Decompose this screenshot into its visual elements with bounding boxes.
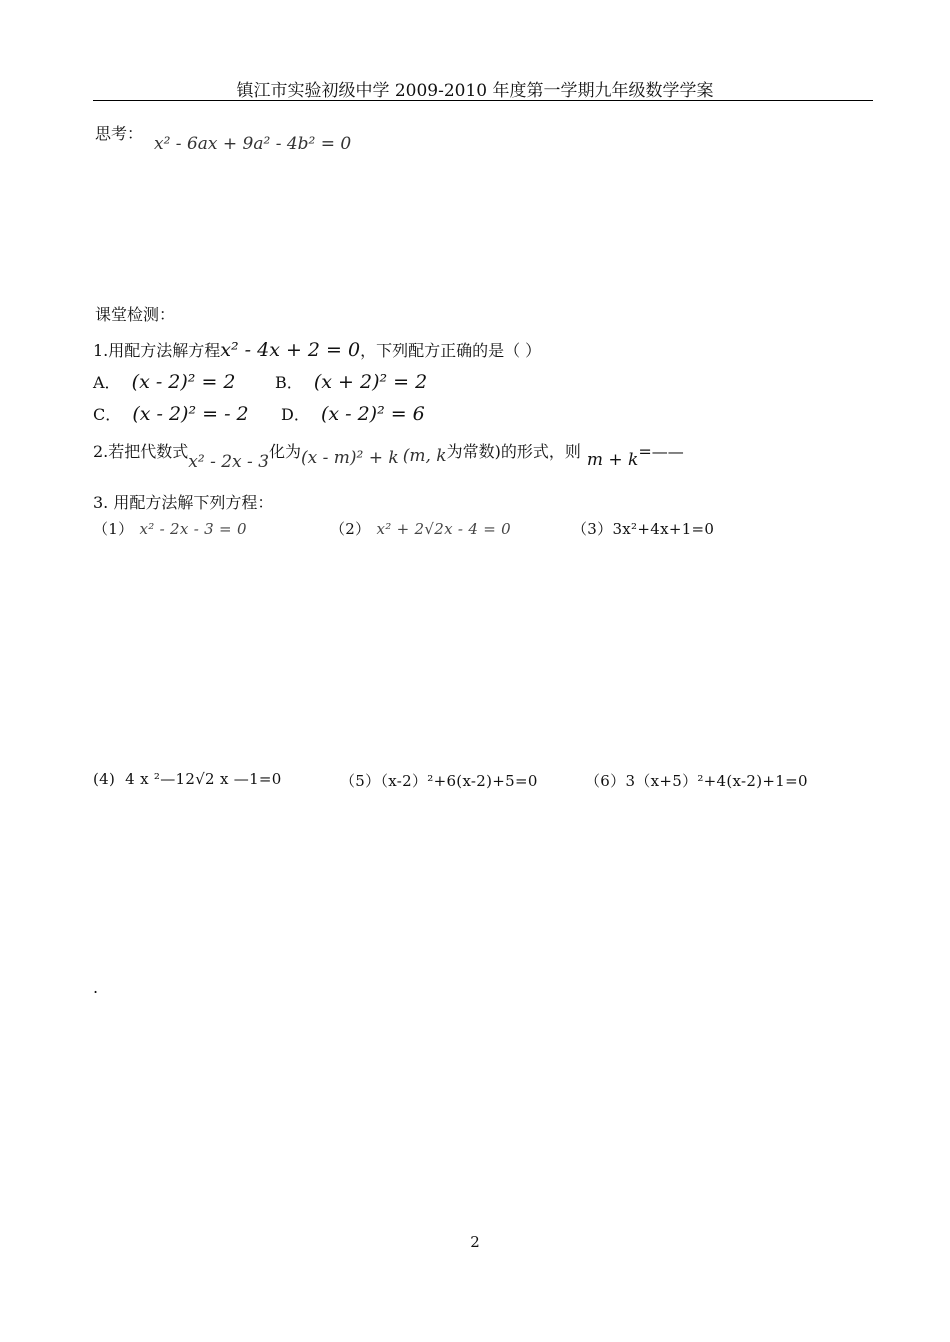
q1-option-d xyxy=(281,402,425,425)
q1-option-a xyxy=(93,370,236,393)
q3-item-1 xyxy=(93,518,247,539)
q2-expr: x² - 2x - 3 xyxy=(188,452,270,472)
q3-item-5 xyxy=(340,770,538,791)
option-expr: (x + 2)² = 2 xyxy=(313,371,428,393)
think-equation xyxy=(154,134,351,154)
q3-item-2 xyxy=(330,518,511,539)
item-expr: （x-2）²+6(x-2)+5=0 xyxy=(380,772,538,790)
q2-ask: m + k xyxy=(586,450,639,470)
q2-params: (m, k xyxy=(402,446,447,466)
item-expr: 3x²+4x+1=0 xyxy=(612,520,715,538)
option-expr: (x - 2)² = 6 xyxy=(320,403,425,425)
item-num: （1） xyxy=(93,520,134,538)
q2-blank: =—— xyxy=(638,442,684,461)
page-header-title: 镇江市实验初级中学 2009-2010 年度第一学期九年级数学学案 xyxy=(236,81,714,101)
think-equation-text: x² - 6ax + 9a² - 4b² = 0 xyxy=(154,134,352,154)
option-letter: B． xyxy=(275,373,303,392)
item-num: （2） xyxy=(330,520,371,538)
option-expr: (x - 2)² = 2 xyxy=(131,371,236,393)
item-expr: x² + 2√2x - 4 = 0 xyxy=(376,520,512,538)
section-label: 课堂检测： xyxy=(95,305,176,324)
q1-line xyxy=(93,338,541,361)
item-num: （6） xyxy=(585,772,626,790)
item-expr: 4 x ²—12√2 x —1=0 xyxy=(125,770,282,788)
option-letter: D． xyxy=(281,405,310,424)
stray-dot: . xyxy=(93,978,99,997)
q2-line xyxy=(93,439,684,472)
q2-form: (x - m)² + k xyxy=(301,448,399,468)
option-letter: A． xyxy=(93,373,121,392)
q3-label: 3. 用配方法解下列方程： xyxy=(93,493,274,512)
think-label: 思考： xyxy=(95,124,144,143)
q3-item-6 xyxy=(585,770,808,791)
item-num: （3） xyxy=(572,520,613,538)
item-num: (4) xyxy=(93,770,116,788)
q1-option-b xyxy=(275,370,427,393)
option-expr: (x - 2)² = - 2 xyxy=(132,403,249,425)
q3-item-4 xyxy=(93,770,282,788)
q1-suffix: ，下列配方正确的是（ ） xyxy=(360,341,542,360)
item-num: （5） xyxy=(340,772,381,790)
option-letter: C． xyxy=(93,405,122,424)
item-expr: 3（x+5）²+4(x-2)+1=0 xyxy=(625,772,808,790)
q1-equation: x² - 4x + 2 = 0 xyxy=(220,339,361,361)
header-rule xyxy=(93,100,873,101)
q2-prefix: 2.若把代数式 xyxy=(93,442,189,461)
item-expr: x² - 2x - 3 = 0 xyxy=(139,520,247,538)
q2-mid: 化为 xyxy=(269,442,302,461)
q1-option-c xyxy=(93,402,249,425)
q2-tail: 为常数)的形式，则 xyxy=(446,442,581,461)
page-number: 2 xyxy=(470,1233,480,1251)
q3-item-3 xyxy=(572,518,714,539)
q1-prefix: 1.用配方法解方程 xyxy=(93,341,221,360)
